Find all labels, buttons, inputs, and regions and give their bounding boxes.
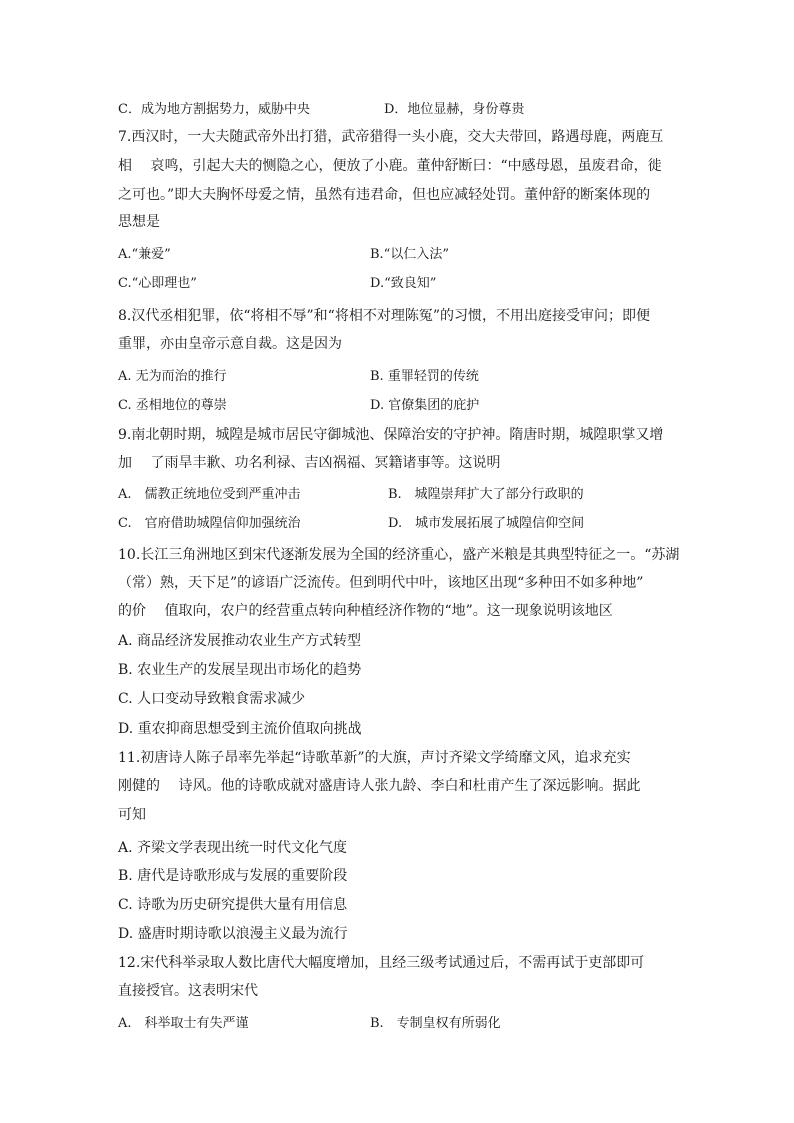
text-line: 10.长江三角洲地区到宋代逐渐发展为全国的经济重心，盛产米粮是其典型特征之一。“苏湖 [118,547,680,563]
option-right: B. 城隍崇拜扩大了部分行政职的 [388,487,584,502]
text-line: 9.南北朝时期，城隍是城市居民守御城池、保障治安的守护神。隋唐时期，城隍职掌又增 [118,427,664,443]
text-line: 11.初唐诗人陈子昂率先举起“诗歌革新”的大旗，声讨齐梁文学绮靡文风，追求充实 [118,750,631,766]
text-line: （常）熟，天下足”的谚语广泛流传。但到明代中叶，该地区出现“多种田不如多种地” [118,575,644,591]
option-left: C．成为地方割据势力，威胁中央 [118,102,310,117]
option-left: C. 丞相地位的尊崇 [118,398,227,413]
option-left: C.“心即理也” [118,276,197,291]
text-line: 之可也。”即大夫胸怀母爱之情，虽然有违君命，但也应减轻处罚。董仲舒的断案体现的 [118,187,651,203]
option-right: B. 专制皇权有所弱化 [370,1016,501,1031]
option-right: D. 官僚集团的庇护 [370,398,480,413]
option-right: B. 重罪轻罚的传统 [370,369,479,384]
text-line: 重罪，亦由皇帝示意自裁。这是因为 [118,336,342,352]
option-right: B.“以仁入法” [370,247,449,262]
option-left: A. 无为而治的推行 [118,369,227,384]
option-left: A.“兼爱” [118,247,171,262]
text-line: 可知 [118,807,146,823]
text-line: D. 重农抑商思想受到主流价值取向挑战 [118,721,362,737]
text-line: D. 盛唐时期诗歌以浪漫主义最为流行 [118,926,348,942]
text-line: A. 齐梁文学表现出统一时代文化气度 [118,840,348,856]
text-line: C. 诗歌为历史研究提供大量有用信息 [118,897,348,913]
text-line: B. 唐代是诗歌形成与发展的重要阶段 [118,868,348,884]
text-line: 7.西汉时，一大夫随武帝外出打猎，武帝猎得一头小鹿，交大夫带回，路遇母鹿，两鹿互 [118,129,664,145]
text-line: 8.汉代丞相犯罪，依“将相不辱”和“将相不对理陈冤”的习惯，不用出庭接受审问；即便 [118,308,650,324]
text-line: B. 农业生产的发展呈现出市场化的趋势 [118,662,362,678]
text-line: 加 了雨旱丰歉、功名利禄、吉凶祸福、冥籍诸事等。这说明 [118,455,501,471]
option-right: D．地位显赫，身份尊贵 [384,102,525,117]
text-line: 直接授官。这表明宋代 [118,983,258,999]
text-line: 12.宋代科举录取人数比唐代大幅度增加，且经三级考试通过后，不需再试于吏部即可 [118,955,645,971]
text-line: C. 人口变动导致粮食需求减少 [118,691,306,707]
option-left: A. 科举取士有失严谨 [118,1016,249,1031]
text-line: 的价 值取向，农户的经营重点转向种植经济作物的“地”。这一现象说明该地区 [118,603,613,619]
option-right: D.“致良知” [370,276,437,291]
text-line: 思想是 [118,214,160,230]
text-line: 相 哀鸣，引起大夫的恻隐之心，便放了小鹿。董仲舒断曰：“中感母恩，虽废君命，徙 [118,158,662,174]
option-left: A. 儒教正统地位受到严重冲击 [118,487,301,502]
option-left: C. 官府借助城隍信仰加强统治 [118,516,301,531]
option-right: D. 城市发展拓展了城隍信仰空间 [388,516,585,531]
text-line: A. 商品经济发展推动农业生产方式转型 [118,633,362,649]
text-line: 刚健的 诗风。他的诗歌成就对盛唐诗人张九龄、李白和杜甫产生了深远影响。据此 [118,778,641,794]
